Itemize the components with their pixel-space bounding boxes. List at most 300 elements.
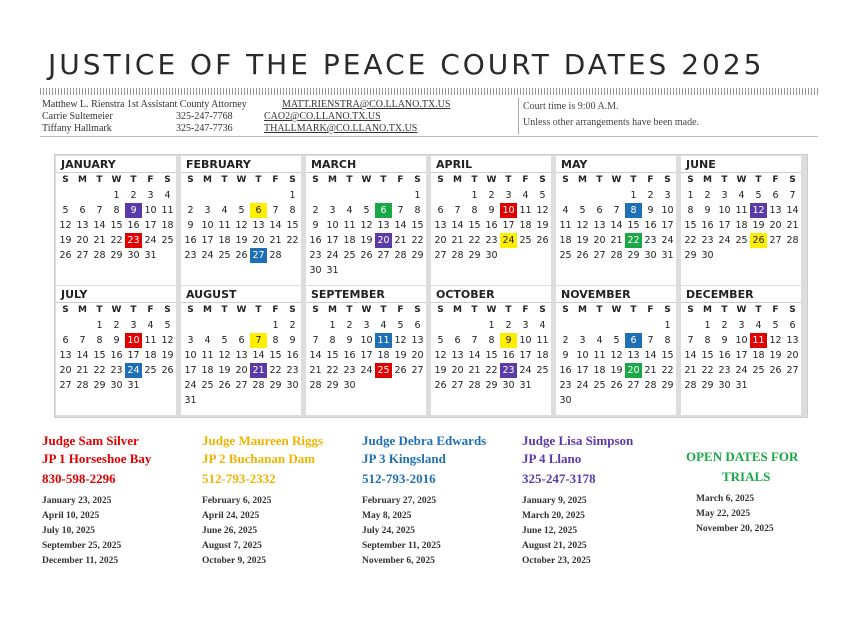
day-cell: 16 [343,350,356,361]
weekday-label: S [562,305,569,315]
weekday-label: F [147,175,154,185]
day-cell: 31 [326,265,339,276]
day-cell: 5 [62,205,69,216]
day-cell: 3 [505,190,512,201]
contact-email[interactable]: THALLMARK@CO.LLANO.TX.US [264,123,418,134]
day-cell: 22 [110,235,123,246]
day-cell: 21 [610,235,623,246]
day-cell: 3 [721,190,728,201]
day-cell: 18 [593,365,606,376]
day-cell: 2 [488,190,495,201]
day-cell: 29 [468,250,481,261]
day-cell: 20 [434,235,447,246]
day-cell: 11 [559,220,572,231]
day-cell: 8 [113,205,120,216]
judge-date: October 23, 2025 [522,556,591,566]
day-cell: 20 [76,235,89,246]
day-cell: 19 [360,235,373,246]
day-cell: 22 [93,365,106,376]
day-cell: 8 [488,335,495,346]
day-cell: 20 [593,235,606,246]
contact-email[interactable]: MATT.RIENSTRA@CO.LLANO.TX.US [282,99,451,110]
day-cell: 7 [96,205,103,216]
month-march [306,156,426,285]
day-cell: 11 [593,350,606,361]
day-cell: 31 [661,250,674,261]
weekday-label: S [312,175,319,185]
judge-block [202,432,323,569]
month-name: JANUARY [56,156,176,173]
day-cell: 13 [235,350,248,361]
day-cell: 26 [536,235,549,246]
day-cell: 21 [451,235,464,246]
day-cell: 28 [684,380,697,391]
judge-date-list [42,494,151,569]
day-cell: 18 [559,235,572,246]
weekday-label: S [187,175,194,185]
day-cell: 17 [201,235,214,246]
day-cell: 20 [59,365,72,376]
day-cell: 30 [127,250,140,261]
day-cell: 9 [346,335,353,346]
weekday-label: F [522,305,529,315]
weekday-label: T [505,175,512,185]
judge-date-list [202,494,323,569]
day-cell: 4 [738,190,745,201]
day-cell: 29 [701,380,714,391]
weekday-label: T [96,305,103,315]
judge-precinct: JP 1 Horseshoe Bay [42,451,152,466]
weekday-label: M [78,305,87,315]
empty-cell [182,188,199,203]
day-cell: 7 [454,205,461,216]
day-cell: 13 [377,220,390,231]
day-cell: 11 [519,205,532,216]
day-cell: 28 [786,235,799,246]
day-cell: 20 [451,365,464,376]
day-cell: 26 [161,365,174,376]
day-cell: 8 [664,335,671,346]
weekday-label: T [130,175,137,185]
day-grid [431,318,551,393]
day-cell: 30 [502,380,515,391]
day-cell: 15 [286,220,299,231]
day-cell: 6 [772,190,779,201]
weekday-header [181,173,301,188]
month-november [556,286,676,415]
day-cell: 16 [309,235,322,246]
weekday-label: M [203,305,212,315]
day-cell: 10 [326,220,339,231]
judge-phone: 830-598-2296 [42,471,116,486]
day-cell: 11 [144,335,157,346]
weekday-label: F [522,175,529,185]
day-cell: 7 [687,335,694,346]
weekday-label: W [486,305,497,315]
judge-date: January 23, 2025 [42,496,112,506]
day-grid [56,188,176,263]
empty-cell [57,318,74,333]
day-cell: 13 [627,350,640,361]
day-cell: 2 [505,320,512,331]
day-cell: 18 [519,220,532,231]
day-cell: 22 [468,235,481,246]
empty-cell [307,188,324,203]
page-title: JUSTICE OF THE PEACE COURT DATES 2025 [48,48,765,81]
day-cell: 31 [519,380,532,391]
judge-date: September 11, 2025 [362,541,441,551]
day-cell: 19 [218,365,231,376]
day-cell: 21 [644,365,657,376]
empty-cell [358,188,375,203]
day-cell: 29 [326,380,339,391]
day-cell: 8 [471,205,478,216]
day-cell: 1 [329,320,336,331]
weekday-label: T [755,305,762,315]
day-cell: 28 [644,380,657,391]
open-date: November 20, 2025 [696,524,774,534]
day-cell: 11 [201,350,214,361]
day-cell: 13 [593,220,606,231]
year-calendar [54,154,808,418]
day-cell: 19 [394,350,407,361]
month-july [56,286,176,415]
day-cell: 12 [576,220,589,231]
day-cell: 18 [752,350,765,361]
day-cell: 11 [161,205,174,216]
empty-cell [625,318,642,333]
day-cell: 26 [610,380,623,391]
day-cell: 18 [201,365,214,376]
weekday-label: T [630,175,637,185]
day-cell: 16 [184,235,197,246]
court-date-purple: 12 [750,203,767,218]
month-august [181,286,301,415]
title-underline [40,88,818,95]
day-cell: 14 [468,350,481,361]
weekday-label: S [312,305,319,315]
month-name: MAY [556,156,676,173]
note-line: Court time is 9:00 A.M. [523,101,619,112]
day-cell: 19 [536,220,549,231]
day-cell: 12 [394,335,407,346]
judge-date: November 6, 2025 [362,556,435,566]
weekday-label: M [578,305,587,315]
day-cell: 18 [377,350,390,361]
day-cell: 14 [394,220,407,231]
day-cell: 9 [647,205,654,216]
month-june [681,156,801,285]
court-date-blue: 24 [125,363,142,378]
day-cell: 13 [451,350,464,361]
day-cell: 31 [184,395,197,406]
day-cell: 12 [218,350,231,361]
day-cell: 29 [93,380,106,391]
day-cell: 29 [411,250,424,261]
weekday-label: F [772,175,779,185]
open-date: March 6, 2025 [696,494,755,504]
day-cell: 10 [201,220,214,231]
day-cell: 12 [235,220,248,231]
weekday-label: F [772,305,779,315]
empty-cell [199,188,216,203]
weekday-label: S [789,305,796,315]
day-cell: 28 [610,250,623,261]
day-cell: 16 [559,365,572,376]
day-cell: 1 [471,190,478,201]
empty-cell [91,188,108,203]
day-cell: 28 [394,250,407,261]
day-cell: 17 [127,350,140,361]
day-cell: 4 [380,320,387,331]
judge-date: September 25, 2025 [42,541,122,551]
day-cell: 6 [414,320,421,331]
weekday-label: S [687,175,694,185]
day-cell: 5 [772,320,779,331]
day-grid [306,318,426,393]
day-cell: 21 [93,235,106,246]
day-cell: 30 [644,250,657,261]
day-cell: 17 [184,365,197,376]
day-cell: 21 [684,365,697,376]
weekday-label: T [596,305,603,315]
day-cell: 3 [579,335,586,346]
weekday-label: S [539,175,546,185]
weekday-label: S [687,305,694,315]
day-cell: 15 [110,220,123,231]
day-cell: 8 [704,335,711,346]
day-cell: 30 [718,380,731,391]
day-cell: 10 [144,205,157,216]
day-cell: 8 [329,335,336,346]
day-cell: 16 [286,350,299,361]
day-cell: 5 [164,320,171,331]
month-name: MARCH [306,156,426,173]
day-cell: 3 [130,320,137,331]
weekday-label: S [664,175,671,185]
day-cell: 30 [286,380,299,391]
day-cell: 6 [789,320,796,331]
weekday-header [181,303,301,318]
day-cell: 17 [661,220,674,231]
day-cell: 21 [309,365,322,376]
note-line: Unless other arrangements have been made. [523,117,700,128]
weekday-label: T [346,175,353,185]
day-cell: 25 [752,365,765,376]
day-cell: 15 [701,350,714,361]
weekday-label: T [721,305,728,315]
empty-cell [557,318,574,333]
court-date-green: 22 [625,233,642,248]
day-cell: 26 [434,380,447,391]
day-cell: 30 [559,395,572,406]
day-cell: 8 [414,205,421,216]
month-name: SEPTEMBER [306,286,426,303]
day-grid [306,188,426,278]
day-cell: 20 [411,350,424,361]
court-time-note [523,99,699,131]
weekday-label: T [471,305,478,315]
judge-block [522,432,633,569]
empty-cell [449,188,466,203]
weekday-header [431,173,551,188]
day-cell: 25 [593,380,606,391]
day-grid [181,188,301,263]
day-cell: 27 [235,380,248,391]
day-cell: 11 [218,220,231,231]
day-cell: 25 [343,250,356,261]
day-cell: 4 [221,205,228,216]
day-cell: 20 [235,365,248,376]
court-date-blue: 6 [625,333,642,348]
day-cell: 23 [110,365,123,376]
judge-name: Judge Lisa Simpson [522,433,634,448]
weekday-header [681,173,801,188]
judge-date: January 9, 2025 [522,496,587,506]
day-cell: 6 [79,205,86,216]
day-cell: 5 [397,320,404,331]
court-date-red: 10 [125,333,142,348]
weekday-label: F [147,305,154,315]
day-cell: 4 [755,320,762,331]
day-cell: 21 [76,365,89,376]
day-cell: 20 [786,350,799,361]
day-cell: 14 [684,350,697,361]
day-cell: 10 [735,335,748,346]
day-cell: 28 [451,250,464,261]
weekday-label: W [111,175,122,185]
day-cell: 9 [187,220,194,231]
day-cell: 16 [485,220,498,231]
day-cell: 25 [559,250,572,261]
court-date-blue: 11 [375,333,392,348]
day-cell: 1 [488,320,495,331]
day-cell: 25 [201,380,214,391]
day-cell: 26 [59,250,72,261]
day-cell: 19 [434,365,447,376]
day-cell: 22 [286,235,299,246]
judge-date: July 24, 2025 [362,526,416,536]
day-cell: 30 [343,380,356,391]
day-cell: 27 [786,365,799,376]
weekday-label: T [380,305,387,315]
weekday-label: W [361,175,372,185]
day-cell: 6 [238,335,245,346]
day-cell: 6 [596,205,603,216]
day-cell: 22 [326,365,339,376]
day-cell: 2 [704,190,711,201]
day-cell: 4 [346,205,353,216]
day-cell: 2 [562,335,569,346]
day-cell: 15 [411,220,424,231]
day-cell: 26 [576,250,589,261]
day-cell: 7 [79,335,86,346]
day-cell: 20 [252,235,265,246]
empty-cell [432,318,449,333]
weekday-label: M [328,175,337,185]
day-cell: 2 [346,320,353,331]
day-cell: 9 [704,205,711,216]
day-cell: 1 [664,320,671,331]
judge-block [362,432,486,569]
day-cell: 3 [363,320,370,331]
empty-cell [449,318,466,333]
day-cell: 4 [539,320,546,331]
weekday-label: T [221,175,228,185]
judge-name: Judge Maureen Riggs [202,433,324,448]
day-cell: 13 [76,220,89,231]
day-cell: 21 [786,220,799,231]
weekday-label: T [505,305,512,315]
weekday-label: S [289,175,296,185]
weekday-label: T [346,305,353,315]
day-cell: 28 [468,380,481,391]
day-cell: 25 [144,365,157,376]
empty-cell [557,188,574,203]
day-cell: 21 [394,235,407,246]
day-cell: 22 [269,365,282,376]
weekday-label: S [62,175,69,185]
day-cell: 8 [96,335,103,346]
day-cell: 9 [488,205,495,216]
day-cell: 12 [360,220,373,231]
court-date-blue: 27 [250,248,267,263]
day-cell: 23 [286,365,299,376]
day-cell: 4 [164,190,171,201]
day-cell: 2 [312,205,319,216]
day-cell: 15 [661,350,674,361]
judge-date: July 10, 2025 [42,526,96,536]
day-cell: 24 [519,365,532,376]
judge-name: Judge Sam Silver [42,433,139,448]
day-cell: 5 [221,335,228,346]
day-cell: 16 [701,220,714,231]
day-cell: 10 [718,205,731,216]
weekday-label: S [187,305,194,315]
day-cell: 14 [309,350,322,361]
empty-cell [591,318,608,333]
day-cell: 27 [593,250,606,261]
judge-date: February 27, 2025 [362,496,437,506]
day-cell: 27 [627,380,640,391]
court-date-purple: 20 [375,233,392,248]
open-dates-subtitle: TRIALS [722,469,771,484]
day-cell: 19 [752,220,765,231]
empty-cell [216,188,233,203]
weekday-label: T [630,305,637,315]
day-cell: 16 [127,220,140,231]
day-cell: 5 [363,205,370,216]
day-cell: 24 [184,380,197,391]
contact-phone: 325-247-7736 [176,123,233,134]
header-divider [40,136,818,137]
day-cell: 18 [144,350,157,361]
day-cell: 16 [644,220,657,231]
court-date-purple: 9 [125,203,142,218]
day-cell: 29 [110,250,123,261]
day-cell: 4 [596,335,603,346]
day-cell: 15 [684,220,697,231]
court-date-red: 11 [750,333,767,348]
weekday-label: F [647,305,654,315]
contact-email[interactable]: CAO2@CO.LLANO.TX.US [264,111,381,122]
day-cell: 22 [661,365,674,376]
open-dates-title: OPEN DATES FOR [686,449,799,464]
day-grid [556,318,676,408]
weekday-header [306,173,426,188]
day-cell: 7 [397,205,404,216]
month-name: DECEMBER [681,286,801,303]
